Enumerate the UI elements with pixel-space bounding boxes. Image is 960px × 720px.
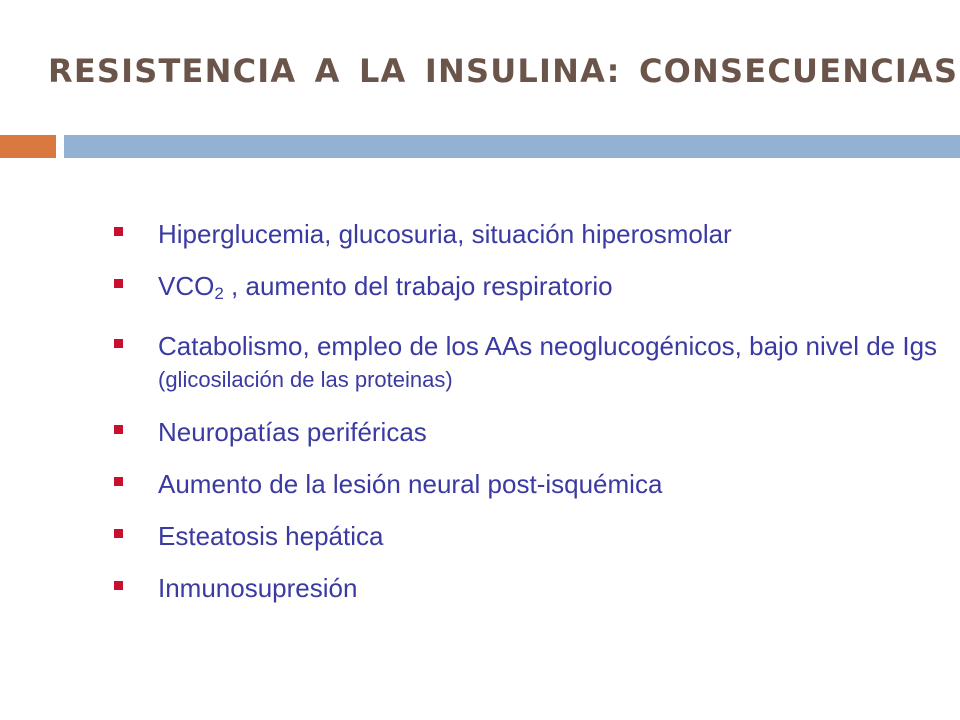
bullet-note: (glicosilación de las proteinas) — [158, 367, 453, 392]
bullet-text: Aumento de la lesión neural post-isquémica — [158, 469, 663, 499]
square-bullet-icon — [114, 425, 123, 434]
bullet-subscript: 2 — [214, 284, 224, 303]
bullet-item — [110, 416, 940, 448]
bullet-item — [110, 572, 940, 604]
bullet-text: Catabolismo, empleo de los AAs neoglucogénicos, bajo nivel de Igs — [158, 331, 938, 361]
accent-bar-blue — [64, 135, 960, 158]
accent-bar-orange — [0, 135, 56, 158]
square-bullet-icon — [114, 279, 123, 288]
bullet-item — [110, 520, 940, 552]
square-bullet-icon — [114, 477, 123, 486]
square-bullet-icon — [114, 339, 123, 348]
bullet-text: Neuropatías periféricas — [158, 417, 427, 447]
square-bullet-icon — [114, 227, 123, 236]
bullet-item — [110, 218, 940, 250]
bullet-list — [110, 218, 940, 624]
bullet-item — [110, 270, 940, 310]
square-bullet-icon — [114, 529, 123, 538]
bullet-item — [110, 468, 940, 500]
bullet-text: Esteatosis hepática — [158, 521, 384, 551]
square-bullet-icon — [114, 581, 123, 590]
slide-title: RESISTENCIA A LA INSULINA: CONSECUENCIAS — [48, 52, 959, 90]
bullet-text-suffix: , aumento del trabajo respiratorio — [223, 271, 613, 301]
bullet-text-prefix: VCO — [158, 271, 215, 301]
bullet-item — [110, 330, 940, 396]
bullet-text: Inmunosupresión — [158, 573, 358, 603]
bullet-text: Hiperglucemia, glucosuria, situación hiperosmolar — [158, 219, 732, 249]
